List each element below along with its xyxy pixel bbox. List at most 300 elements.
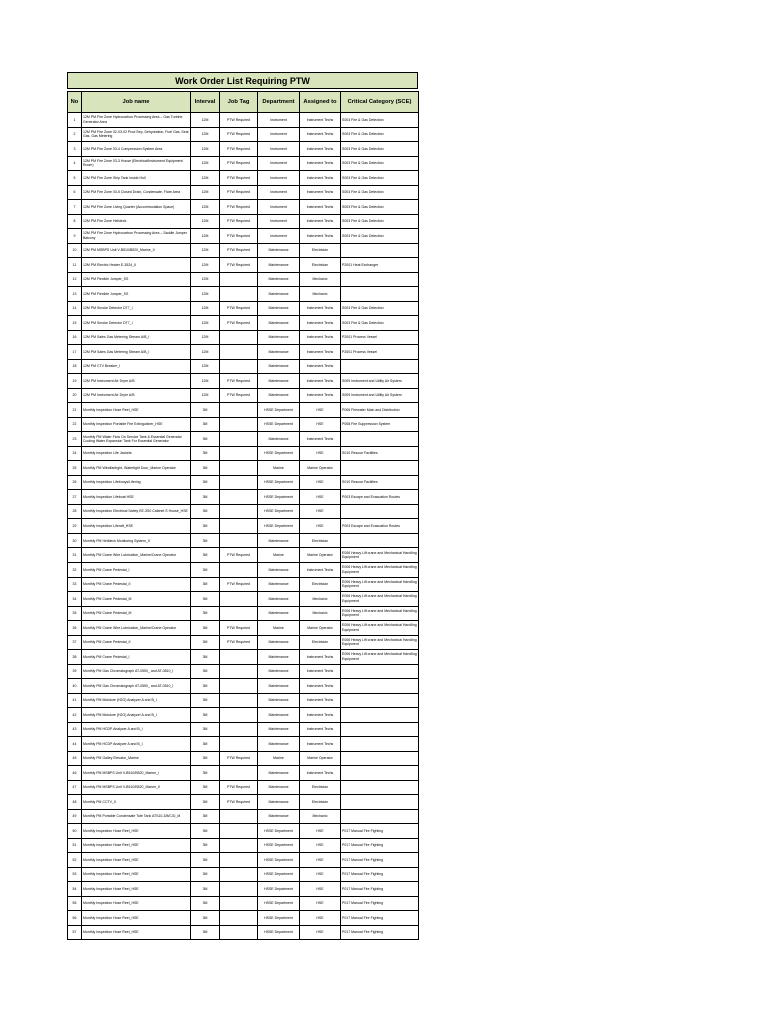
cell-assigned-to: Instrument Techs bbox=[300, 359, 341, 374]
cell-job-tag: PTW Required bbox=[220, 577, 258, 592]
cell-assigned-to: Instrument Techs bbox=[300, 374, 341, 389]
cell-assigned-to: Instrument Techs bbox=[300, 766, 341, 781]
cell-job-tag: PTW Required bbox=[220, 214, 258, 229]
cell-assigned-to: Instrument Techs bbox=[300, 214, 341, 229]
cell-department: Maintenance bbox=[258, 359, 300, 374]
cell-job-tag: PTW Required bbox=[220, 635, 258, 650]
cell-critical-category bbox=[341, 693, 419, 708]
table-row bbox=[68, 548, 419, 563]
cell-job-name: 12M PM Instrument Air Dryer A/B bbox=[82, 374, 191, 389]
cell-assigned-to: Mechanic bbox=[300, 287, 341, 302]
cell-interval: 3M bbox=[191, 925, 220, 940]
cell-job-tag bbox=[220, 867, 258, 882]
cell-job-tag: PTW Required bbox=[220, 113, 258, 128]
cell-critical-category: S003 Fire & Gas Detection bbox=[341, 200, 419, 215]
cell-critical-category: P2001 Process Vessel bbox=[341, 345, 419, 360]
cell-interval: 3M bbox=[191, 838, 220, 853]
cell-no: 16 bbox=[68, 330, 82, 345]
cell-assigned-to: Instrument Techs bbox=[300, 650, 341, 665]
cell-interval: 12M bbox=[191, 287, 220, 302]
cell-interval: 3M bbox=[191, 432, 220, 447]
cell-job-tag bbox=[220, 606, 258, 621]
table-row bbox=[68, 533, 419, 548]
cell-department: Instrument bbox=[258, 113, 300, 128]
cell-interval: 12M bbox=[191, 345, 220, 360]
cell-interval: 12M bbox=[191, 142, 220, 157]
cell-assigned-to: Instrument Techs bbox=[300, 388, 341, 403]
cell-interval: 3M bbox=[191, 896, 220, 911]
cell-department: HSSE Department bbox=[258, 417, 300, 432]
table-row bbox=[68, 809, 419, 824]
cell-department: HSSE Department bbox=[258, 925, 300, 940]
cell-job-tag: PTW Required bbox=[220, 200, 258, 215]
cell-no: 39 bbox=[68, 664, 82, 679]
cell-job-tag bbox=[220, 403, 258, 418]
table-row bbox=[68, 519, 419, 534]
cell-job-tag bbox=[220, 708, 258, 723]
cell-no: 32 bbox=[68, 562, 82, 577]
cell-interval: 3M bbox=[191, 737, 220, 752]
cell-job-name: Monthly PM Gas Chromatograph AT-0550_ and AT-0810_I bbox=[82, 679, 191, 694]
table-row bbox=[68, 113, 419, 128]
table-body bbox=[68, 113, 419, 940]
table-row bbox=[68, 200, 419, 215]
cell-job-name: Monthly PM Windfaribght, Watertight Door_Marine Operator bbox=[82, 461, 191, 476]
cell-job-name: Monthly PM Crane Wire Lubrication_Marine/Crane Operator bbox=[82, 621, 191, 636]
cell-job-name: 12M PM Instrument Air Dryer A/B bbox=[82, 388, 191, 403]
cell-job-name: Monthly PM Moisture (H2O) Analyzer A and B_I bbox=[82, 708, 191, 723]
cell-assigned-to: Marine Operator bbox=[300, 548, 341, 563]
cell-interval: 12M bbox=[191, 272, 220, 287]
cell-assigned-to: Mechanic bbox=[300, 809, 341, 824]
cell-job-name: Monthly Inspection Liferaft_HSE bbox=[82, 519, 191, 534]
cell-job-name: 12M PM Electric Heater E-3524_II bbox=[82, 258, 191, 273]
cell-job-name: Monthly Inspection Hose Reel_HSE bbox=[82, 853, 191, 868]
cell-no: 33 bbox=[68, 577, 82, 592]
cell-department: HSSE Department bbox=[258, 504, 300, 519]
cell-department: Marine bbox=[258, 621, 300, 636]
cell-no: 28 bbox=[68, 504, 82, 519]
cell-department: Instrument bbox=[258, 200, 300, 215]
cell-department: Instrument bbox=[258, 156, 300, 171]
cell-interval: 3M bbox=[191, 461, 220, 476]
cell-critical-category: S009 Instrument and Utility Air System bbox=[341, 374, 419, 389]
table-row bbox=[68, 446, 419, 461]
cell-critical-category bbox=[341, 287, 419, 302]
cell-no: 20 bbox=[68, 388, 82, 403]
cell-job-name: Monthly PM CCTV_II bbox=[82, 795, 191, 810]
cell-interval: 12M bbox=[191, 316, 220, 331]
cell-assigned-to: Instrument Techs bbox=[300, 330, 341, 345]
table-row bbox=[68, 301, 419, 316]
cell-critical-category: E006 Heavy Lift crane and Mechanical Handling Equipment bbox=[341, 548, 419, 563]
cell-assigned-to: HSE bbox=[300, 911, 341, 926]
table-row bbox=[68, 243, 419, 258]
cell-assigned-to: Instrument Techs bbox=[300, 142, 341, 157]
cell-assigned-to: Marine Operator bbox=[300, 621, 341, 636]
cell-assigned-to: Instrument Techs bbox=[300, 171, 341, 186]
cell-assigned-to: HSE bbox=[300, 853, 341, 868]
cell-job-tag bbox=[220, 562, 258, 577]
cell-job-name: Monthly PM Crane Pedestal_M bbox=[82, 606, 191, 621]
cell-interval: 3M bbox=[191, 766, 220, 781]
cell-assigned-to: HSE bbox=[300, 403, 341, 418]
cell-no: 10 bbox=[68, 243, 82, 258]
work-order-table bbox=[67, 91, 419, 940]
cell-department: Instrument bbox=[258, 185, 300, 200]
cell-job-name: 12M PM Fire Zone Hydrocarbon Processing Area – Gas Turbine Generator Area bbox=[82, 113, 191, 128]
cell-job-tag bbox=[220, 824, 258, 839]
cell-interval: 3M bbox=[191, 577, 220, 592]
table-row bbox=[68, 345, 419, 360]
cell-assigned-to: Mechanic bbox=[300, 606, 341, 621]
cell-interval: 3M bbox=[191, 693, 220, 708]
cell-no: 26 bbox=[68, 475, 82, 490]
cell-critical-category: S003 Fire & Gas Detection bbox=[341, 301, 419, 316]
cell-job-tag: PTW Required bbox=[220, 301, 258, 316]
cell-job-tag bbox=[220, 287, 258, 302]
cell-no: 4 bbox=[68, 156, 82, 171]
cell-critical-category: P017 Manual Fire Fighting bbox=[341, 882, 419, 897]
cell-interval: 12M bbox=[191, 330, 220, 345]
cell-assigned-to: HSE bbox=[300, 882, 341, 897]
cell-department: HSSE Department bbox=[258, 519, 300, 534]
header-no: No bbox=[68, 92, 82, 113]
cell-critical-category: S003 Fire & Gas Detection bbox=[341, 185, 419, 200]
table-row bbox=[68, 127, 419, 142]
table-row bbox=[68, 316, 419, 331]
cell-department: HSSE Department bbox=[258, 475, 300, 490]
cell-critical-category: E006 Heavy Lift crane and Mechanical Handling Equipment bbox=[341, 621, 419, 636]
cell-job-tag: PTW Required bbox=[220, 127, 258, 142]
cell-no: 46 bbox=[68, 766, 82, 781]
cell-assigned-to: Electrician bbox=[300, 635, 341, 650]
cell-no: 44 bbox=[68, 737, 82, 752]
cell-job-name: Monthly PM Crane Pedestal_I bbox=[82, 562, 191, 577]
cell-job-name: Monthly PM Gas Chromatograph AT-0550_ and AT-0810_I bbox=[82, 664, 191, 679]
table-row bbox=[68, 214, 419, 229]
cell-job-tag bbox=[220, 693, 258, 708]
cell-job-name: Monthly Inspection Hose Reel_HSE bbox=[82, 896, 191, 911]
cell-job-name: 12M PM Fire Zone Living Quarter (Accommodation Space) bbox=[82, 200, 191, 215]
cell-department: Maintenance bbox=[258, 708, 300, 723]
table-row bbox=[68, 461, 419, 476]
cell-no: 29 bbox=[68, 519, 82, 534]
cell-critical-category bbox=[341, 722, 419, 737]
cell-job-tag bbox=[220, 853, 258, 868]
table-row bbox=[68, 171, 419, 186]
cell-department: Maintenance bbox=[258, 795, 300, 810]
cell-no: 24 bbox=[68, 446, 82, 461]
cell-no: 35 bbox=[68, 606, 82, 621]
cell-assigned-to: Mechanic bbox=[300, 272, 341, 287]
header-department: Department bbox=[258, 92, 300, 113]
cell-job-tag bbox=[220, 809, 258, 824]
cell-critical-category: E006 Heavy Lift crane and Mechanical Handling Equipment bbox=[341, 650, 419, 665]
cell-assigned-to: Instrument Techs bbox=[300, 562, 341, 577]
sheet-title: Work Order List Requiring PTW bbox=[67, 72, 418, 89]
cell-department: Maintenance bbox=[258, 258, 300, 273]
table-row bbox=[68, 911, 419, 926]
cell-job-name: 12M PM Sales Gas Metering Stream A/B_I bbox=[82, 330, 191, 345]
cell-department: Maintenance bbox=[258, 650, 300, 665]
cell-interval: 3M bbox=[191, 708, 220, 723]
cell-department: Maintenance bbox=[258, 243, 300, 258]
header-assigned-to: Assigned to bbox=[300, 92, 341, 113]
cell-assigned-to: Instrument Techs bbox=[300, 113, 341, 128]
cell-department: HSSE Department bbox=[258, 446, 300, 461]
table-row bbox=[68, 650, 419, 665]
cell-assigned-to: HSE bbox=[300, 490, 341, 505]
cell-no: 36 bbox=[68, 621, 82, 636]
cell-assigned-to: Instrument Techs bbox=[300, 693, 341, 708]
cell-no: 14 bbox=[68, 301, 82, 316]
cell-job-name: 12M PM Fire Zone 03-4 Compression System Area bbox=[82, 142, 191, 157]
cell-department: Maintenance bbox=[258, 722, 300, 737]
cell-interval: 12M bbox=[191, 214, 220, 229]
table-row bbox=[68, 795, 419, 810]
cell-no: 49 bbox=[68, 809, 82, 824]
cell-no: 18 bbox=[68, 359, 82, 374]
cell-job-tag bbox=[220, 519, 258, 534]
cell-critical-category: S003 Fire & Gas Detection bbox=[341, 229, 419, 244]
cell-critical-category: S003 Fire & Gas Detection bbox=[341, 156, 419, 171]
cell-job-name: 12M PM MSBPS Unit V-B510/B520_Marine_II bbox=[82, 243, 191, 258]
cell-critical-category bbox=[341, 272, 419, 287]
cell-assigned-to: Instrument Techs bbox=[300, 185, 341, 200]
cell-assigned-to: Instrument Techs bbox=[300, 156, 341, 171]
cell-critical-category bbox=[341, 737, 419, 752]
cell-job-name: Monthly Inspection Life Jackets bbox=[82, 446, 191, 461]
cell-critical-category bbox=[341, 809, 419, 824]
cell-no: 1 bbox=[68, 113, 82, 128]
table-row bbox=[68, 925, 419, 940]
cell-no: 57 bbox=[68, 925, 82, 940]
cell-job-name: Monthly PM Portable Condensate Tote Tank ATS10-3/8/C/D_M bbox=[82, 809, 191, 824]
cell-interval: 3M bbox=[191, 780, 220, 795]
cell-department: Maintenance bbox=[258, 679, 300, 694]
cell-department: Maintenance bbox=[258, 301, 300, 316]
header-row bbox=[68, 92, 419, 113]
header-critical-category: Critical Category (SCE) bbox=[341, 92, 419, 113]
cell-department: HSSE Department bbox=[258, 896, 300, 911]
cell-job-tag bbox=[220, 737, 258, 752]
cell-job-name: Monthly PM Helideck Monitoring System_II bbox=[82, 533, 191, 548]
cell-critical-category: E006 Heavy Lift crane and Mechanical Handling Equipment bbox=[341, 606, 419, 621]
table-row bbox=[68, 708, 419, 723]
cell-assigned-to: Instrument Techs bbox=[300, 722, 341, 737]
cell-job-tag bbox=[220, 490, 258, 505]
cell-assigned-to: Marine Operator bbox=[300, 751, 341, 766]
cell-job-tag bbox=[220, 592, 258, 607]
cell-no: 8 bbox=[68, 214, 82, 229]
cell-job-tag: PTW Required bbox=[220, 388, 258, 403]
cell-assigned-to: HSE bbox=[300, 475, 341, 490]
cell-job-tag bbox=[220, 446, 258, 461]
table-row bbox=[68, 664, 419, 679]
cell-interval: 3M bbox=[191, 853, 220, 868]
cell-job-name: 12M PM CTV Breaker_I bbox=[82, 359, 191, 374]
table-row bbox=[68, 142, 419, 157]
cell-critical-category bbox=[341, 664, 419, 679]
cell-department: Maintenance bbox=[258, 780, 300, 795]
cell-assigned-to: Electrician bbox=[300, 243, 341, 258]
cell-assigned-to: Instrument Techs bbox=[300, 229, 341, 244]
cell-department: HSSE Department bbox=[258, 882, 300, 897]
cell-no: 45 bbox=[68, 751, 82, 766]
cell-interval: 12M bbox=[191, 200, 220, 215]
cell-department: Maintenance bbox=[258, 388, 300, 403]
cell-assigned-to: HSE bbox=[300, 838, 341, 853]
table-row bbox=[68, 185, 419, 200]
cell-interval: 12M bbox=[191, 229, 220, 244]
cell-no: 52 bbox=[68, 853, 82, 868]
cell-department: HSSE Department bbox=[258, 911, 300, 926]
table-row bbox=[68, 490, 419, 505]
cell-no: 22 bbox=[68, 417, 82, 432]
table-row bbox=[68, 766, 419, 781]
cell-critical-category: S003 Fire & Gas Detection bbox=[341, 171, 419, 186]
cell-no: 9 bbox=[68, 229, 82, 244]
cell-job-tag: PTW Required bbox=[220, 142, 258, 157]
cell-department: Maintenance bbox=[258, 809, 300, 824]
cell-department: HSSE Department bbox=[258, 824, 300, 839]
cell-interval: 3M bbox=[191, 475, 220, 490]
cell-job-name: Monthly PM MSBPS Unit V-B510/B520_Marine_I bbox=[82, 766, 191, 781]
table-row bbox=[68, 853, 419, 868]
table-row bbox=[68, 359, 419, 374]
cell-job-tag bbox=[220, 417, 258, 432]
cell-interval: 12M bbox=[191, 113, 220, 128]
cell-interval: 3M bbox=[191, 679, 220, 694]
cell-department: HSSE Department bbox=[258, 838, 300, 853]
cell-job-tag bbox=[220, 533, 258, 548]
cell-assigned-to: Instrument Techs bbox=[300, 127, 341, 142]
cell-job-name: Monthly PM Crane Wire Lubrication_Marine/Crane Operator bbox=[82, 548, 191, 563]
cell-department: Maintenance bbox=[258, 592, 300, 607]
cell-job-name: Monthly Inspection Lifebuoys/Lifering bbox=[82, 475, 191, 490]
table-row bbox=[68, 562, 419, 577]
cell-job-tag: PTW Required bbox=[220, 548, 258, 563]
cell-no: 55 bbox=[68, 896, 82, 911]
cell-critical-category: P2001 Heat Exchanger bbox=[341, 258, 419, 273]
cell-job-tag bbox=[220, 272, 258, 287]
cell-interval: 12M bbox=[191, 258, 220, 273]
cell-department: Maintenance bbox=[258, 606, 300, 621]
cell-job-name: Monthly PM MSBPS Unit V-B510/B520_Marine_II bbox=[82, 780, 191, 795]
cell-job-name: 12M PM Flexible Jumper_SS bbox=[82, 272, 191, 287]
table-row bbox=[68, 592, 419, 607]
cell-job-name: 12M PM Fire Zone Helideck bbox=[82, 214, 191, 229]
cell-no: 19 bbox=[68, 374, 82, 389]
cell-job-name: 12M PM Fire Zone 03-3 House (Electrical/Instrument Equipment Room) bbox=[82, 156, 191, 171]
cell-department: Maintenance bbox=[258, 272, 300, 287]
cell-interval: 3M bbox=[191, 562, 220, 577]
cell-department: Maintenance bbox=[258, 432, 300, 447]
table-row bbox=[68, 679, 419, 694]
cell-job-tag bbox=[220, 345, 258, 360]
cell-department: Instrument bbox=[258, 142, 300, 157]
cell-assigned-to: HSE bbox=[300, 896, 341, 911]
cell-interval: 3M bbox=[191, 548, 220, 563]
cell-critical-category: S010 Rescue Facilities bbox=[341, 446, 419, 461]
cell-job-name: 12M PM Sales Gas Metering Stream A/B_I bbox=[82, 345, 191, 360]
cell-department: Maintenance bbox=[258, 345, 300, 360]
cell-department: Instrument bbox=[258, 229, 300, 244]
cell-department: HSSE Department bbox=[258, 403, 300, 418]
cell-critical-category bbox=[341, 708, 419, 723]
cell-no: 30 bbox=[68, 533, 82, 548]
cell-assigned-to: Electrician bbox=[300, 533, 341, 548]
cell-no: 6 bbox=[68, 185, 82, 200]
table-row bbox=[68, 504, 419, 519]
cell-no: 31 bbox=[68, 548, 82, 563]
cell-critical-category: P017 Manual Fire Fighting bbox=[341, 838, 419, 853]
cell-department: Maintenance bbox=[258, 533, 300, 548]
cell-job-tag: PTW Required bbox=[220, 780, 258, 795]
cell-interval: 3M bbox=[191, 446, 220, 461]
cell-critical-category: P017 Manual Fire Fighting bbox=[341, 824, 419, 839]
cell-department: Instrument bbox=[258, 214, 300, 229]
cell-interval: 3M bbox=[191, 751, 220, 766]
table-row bbox=[68, 621, 419, 636]
cell-critical-category: P017 Manual Fire Fighting bbox=[341, 925, 419, 940]
cell-job-name: Monthly Inspection Hose Reel_HSE bbox=[82, 882, 191, 897]
cell-interval: 12M bbox=[191, 388, 220, 403]
cell-interval: 3M bbox=[191, 635, 220, 650]
cell-no: 51 bbox=[68, 838, 82, 853]
table-row bbox=[68, 867, 419, 882]
table-row bbox=[68, 374, 419, 389]
cell-department: Maintenance bbox=[258, 766, 300, 781]
cell-critical-category bbox=[341, 751, 419, 766]
table-row bbox=[68, 475, 419, 490]
cell-job-tag bbox=[220, 504, 258, 519]
cell-assigned-to: Instrument Techs bbox=[300, 345, 341, 360]
cell-job-name: 12M PM Fire Zone 03-5 Closed Drain, Condensate, Flare Area bbox=[82, 185, 191, 200]
table-row bbox=[68, 330, 419, 345]
cell-critical-category: S009 Instrument and Utility Air System bbox=[341, 388, 419, 403]
cell-job-name: Monthly Inspection Electrical Safety EE-3S0 Cabinet S House_HSE bbox=[82, 504, 191, 519]
cell-interval: 12M bbox=[191, 301, 220, 316]
cell-no: 5 bbox=[68, 171, 82, 186]
table-row bbox=[68, 896, 419, 911]
cell-no: 54 bbox=[68, 882, 82, 897]
cell-job-tag bbox=[220, 461, 258, 476]
cell-assigned-to: Instrument Techs bbox=[300, 301, 341, 316]
cell-interval: 12M bbox=[191, 127, 220, 142]
cell-department: Maintenance bbox=[258, 287, 300, 302]
cell-interval: 12M bbox=[191, 185, 220, 200]
header-job-name: Job name bbox=[82, 92, 191, 113]
cell-no: 7 bbox=[68, 200, 82, 215]
cell-job-name: Monthly PM Moisture (H2O) Analyzer A and B_I bbox=[82, 693, 191, 708]
cell-critical-category: P017 Manual Fire Fighting bbox=[341, 911, 419, 926]
cell-job-name: Monthly PM Crane Pedestal_II bbox=[82, 635, 191, 650]
table-row bbox=[68, 156, 419, 171]
cell-job-name: Monthly PM Crane Pedestal_I bbox=[82, 650, 191, 665]
cell-critical-category: P003 Escape and Evacuation Routes bbox=[341, 490, 419, 505]
cell-no: 13 bbox=[68, 287, 82, 302]
cell-department: HSSE Department bbox=[258, 490, 300, 505]
cell-department: Maintenance bbox=[258, 374, 300, 389]
cell-no: 37 bbox=[68, 635, 82, 650]
table-row bbox=[68, 635, 419, 650]
cell-no: 12 bbox=[68, 272, 82, 287]
cell-job-tag: PTW Required bbox=[220, 258, 258, 273]
cell-interval: 3M bbox=[191, 664, 220, 679]
cell-critical-category bbox=[341, 533, 419, 548]
